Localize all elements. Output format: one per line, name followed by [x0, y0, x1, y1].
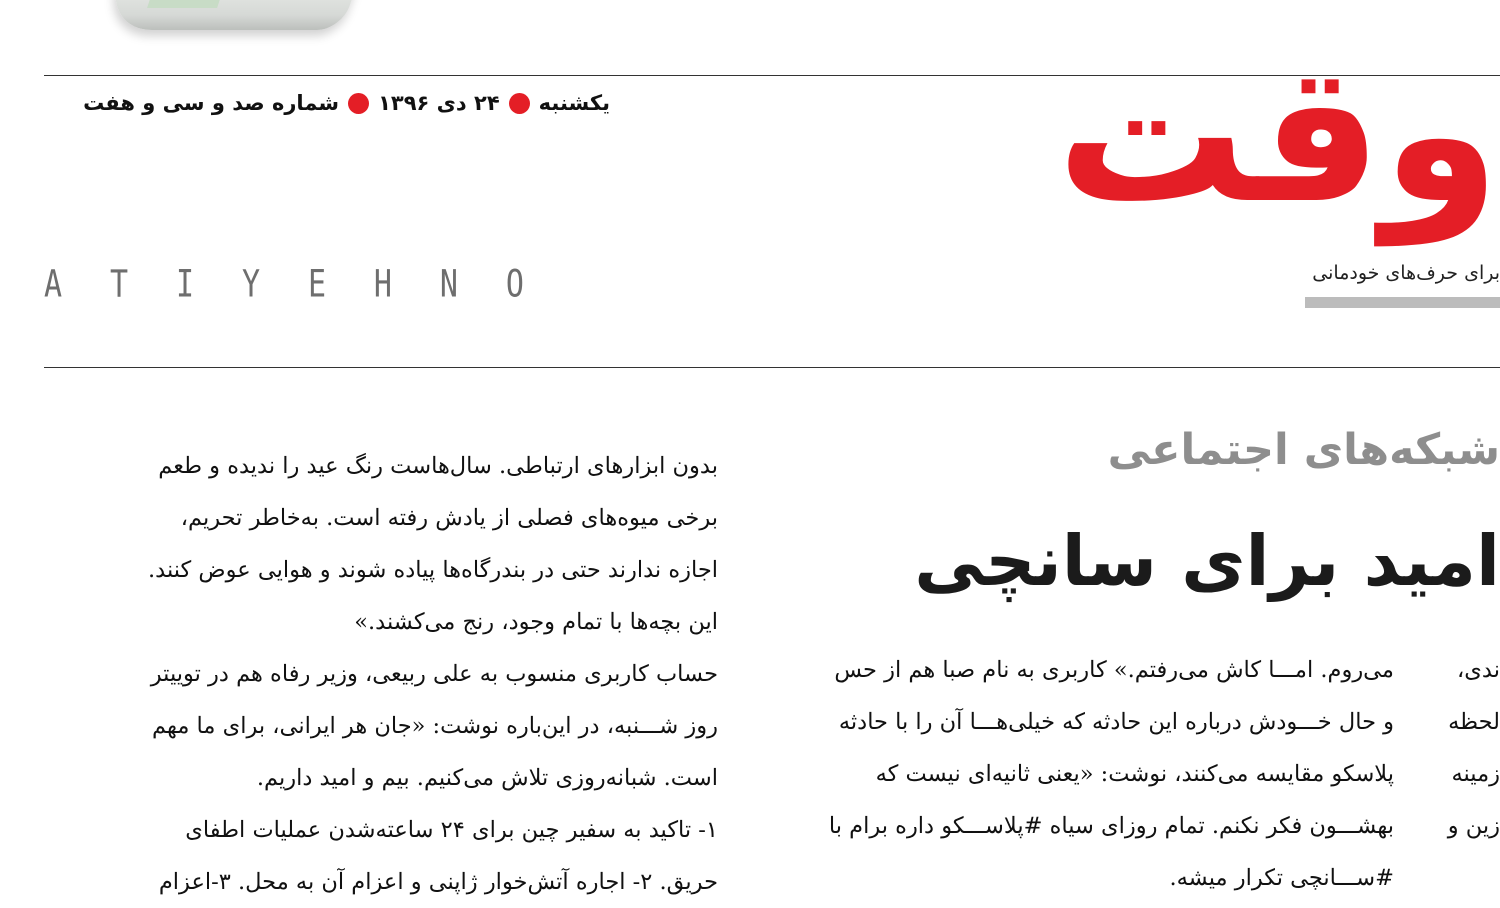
- text-line: روز شـــنبه، در این‌باره نوشت: «جان هر ایرانی، برای ما مهم: [152, 713, 718, 739]
- text-line: است. شبانه‌روزی تلاش می‌کنیم. بیم و امید داریم.: [256, 765, 718, 791]
- text-line: حریق. ۲- اجاره آتش‌خوار ژاپنی و اعزام آن به محل. ۳-اعزام: [158, 869, 718, 895]
- text-line: لحظه: [1448, 709, 1500, 735]
- text-line: بدون ابزارهای ارتباطی. سال‌هاست رنگ عید را ندیده و طعم: [158, 453, 718, 479]
- spaced-letter: O: [505, 262, 524, 306]
- article-column-right: [1446, 644, 1500, 852]
- text-line: برخی میوه‌های فصلی از یادش رفته است. به‌خاطر تحریم،: [180, 505, 718, 531]
- spaced-letter: H: [373, 262, 392, 306]
- text-line: #ســـانچی تکرار میشه.: [1169, 865, 1394, 891]
- slogan-underline: [1305, 297, 1500, 308]
- masthead-logo: وقت: [1056, 24, 1500, 245]
- spaced-letter: A: [44, 262, 63, 306]
- text-line: اجازه ندارند حتی در بندرگاه‌ها پیاده شوند و هوایی عوض کنند.: [148, 557, 718, 583]
- header-divider: [44, 367, 1500, 368]
- spaced-letter: T: [109, 262, 129, 306]
- text-line: این بچه‌ها با تمام وجود، رنج می‌کشند.»: [354, 609, 718, 635]
- dateline: [44, 86, 610, 120]
- newspaper-thumbnail-inner: [147, 0, 223, 8]
- text-line: بهشـــون فکر نکنم. تمام روزای سیاه #پلاســـکو داره برام با: [828, 813, 1394, 839]
- spaced-letter: Y: [241, 262, 261, 306]
- article-column-middle: [778, 644, 1394, 904]
- article-kicker: شبکه‌های اجتماعی: [1107, 425, 1500, 475]
- text-line: پلاسکو مقایسه می‌کنند، نوشت: «یعنی ثانیه‌ای نیست که: [875, 761, 1394, 787]
- text-line: زمینه: [1451, 761, 1500, 787]
- text-line: زین و: [1447, 813, 1500, 839]
- dateline-date: ۲۴ دی ۱۳۹۶: [378, 91, 500, 115]
- text-line: ۱- تاکید به سفیر چین برای ۲۴ ساعته‌شدن عملیات اطفای: [185, 817, 718, 843]
- dateline-day: یکشنبه: [538, 91, 610, 115]
- newspaper-thumbnail: [102, 0, 358, 30]
- article-column-left: [100, 440, 718, 908]
- article-headline: امید برای سانچی: [914, 520, 1500, 602]
- text-line: حساب کاربری منسوب به علی ربیعی، وزیر رفاه هم در توییتر: [150, 661, 718, 687]
- red-dot-separator: [509, 93, 530, 114]
- text-line: می‌روم. امـــا کاش می‌رفتم.» کاربری به نام صبا هم از حس: [834, 657, 1394, 683]
- text-line: و حال خـــودش درباره این حادثه که خیلی‌هـــا آن را با حادثه: [838, 709, 1394, 735]
- spaced-letters: [44, 264, 524, 304]
- spaced-letter: I: [175, 262, 195, 306]
- spaced-letter: E: [307, 262, 326, 306]
- masthead-slogan: برای حرف‌های خودمانی: [1312, 262, 1500, 284]
- dateline-issue: شماره صد و سی و هفت: [83, 91, 340, 115]
- red-dot-separator: [348, 93, 369, 114]
- text-line: ندی،: [1457, 657, 1500, 683]
- spaced-letter: N: [439, 262, 458, 306]
